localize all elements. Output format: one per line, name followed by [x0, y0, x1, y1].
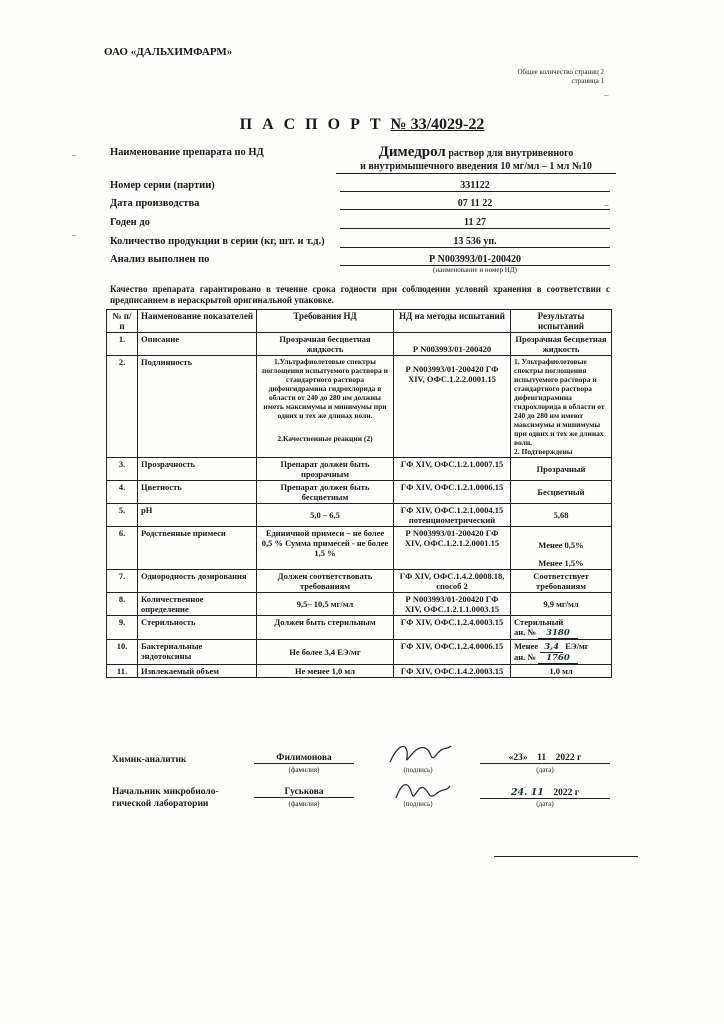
head-name-caption: (фамилия): [288, 800, 320, 808]
row-res: Бесцветный: [511, 481, 612, 504]
analysis-no-label: ан. №: [514, 627, 536, 637]
row-req: [257, 356, 394, 458]
row-name: Извлекаемый объем: [138, 665, 257, 678]
head-label-line-1: Начальник микробиоло-: [112, 787, 219, 797]
row-req: Должен соответствовать требованиям: [257, 570, 394, 593]
row-nd: ГФ XIV, ОФС.1.4.2.0003.15: [394, 665, 511, 678]
row-res: 1,0 мл: [511, 665, 612, 678]
row-name: Прозрачность: [138, 458, 257, 481]
table-row: [107, 616, 612, 640]
drug-desc-1: раствор для внутривенного: [448, 148, 574, 159]
margin-mark: –: [72, 150, 77, 160]
total-pages: Общее количество страниц 2: [517, 68, 604, 76]
row-name: Количественное определение: [138, 593, 257, 616]
drug-label: Наименование препарата по НД: [110, 147, 264, 158]
row-no: 2.: [107, 356, 138, 458]
row-res: 5,68: [511, 504, 612, 527]
date-year: 2022 г: [555, 753, 582, 763]
chemist-label: Химик-аналитик: [112, 755, 187, 765]
row-res: 9,9 мг/мл: [511, 593, 612, 616]
row-no: 5.: [107, 504, 138, 527]
result-prefix: Менее: [514, 641, 539, 651]
row-name: Родственные примеси: [138, 527, 257, 570]
row-name: Стерильность: [138, 616, 257, 640]
date-year: 2022 г: [553, 788, 580, 798]
row-res-main: 1. Ультрафиолетовые спектры поглощения испытуемого раствора и стандартного раствора дифенгидрамина гидрохлорида в области от 240 до 280 нм имеют максимумы и минимумы при одних и тех же длинах волн.: [514, 357, 605, 447]
row-no: 9.: [107, 616, 138, 640]
row-req: Препарат должен быть бесцветным: [257, 481, 394, 504]
head-label: [112, 786, 219, 810]
head-date: [480, 787, 610, 799]
row-res-main: [514, 641, 608, 652]
test-results-table: [106, 309, 612, 678]
qty-value: 13 536 уп.: [340, 236, 610, 248]
row-res: Соответствует требованиям: [511, 570, 612, 593]
analysis-label: Анализ выполнен по: [110, 254, 210, 265]
row-res: [511, 356, 612, 458]
chemist-signature: [385, 738, 455, 768]
qty-label: Количество продукции в серии (кг, шт. и т.д.): [110, 236, 325, 247]
head-signature: [392, 776, 452, 804]
row-nd: ГФ XIV, ОФС.1.4.2.0008.18, способ 2: [394, 570, 511, 593]
result-unit: ЕЭ/мг: [565, 641, 589, 651]
table-row: [107, 458, 612, 481]
row-no: 6.: [107, 527, 138, 570]
row-no: 7.: [107, 570, 138, 593]
row-res-main: Менее 0,5%: [538, 540, 584, 550]
table-row: [107, 333, 612, 356]
head-date-caption: (дата): [536, 800, 554, 808]
row-nd: Р N003993/01-200420 ГФ XIV, ОФС.1.2.2.0001.15: [394, 356, 511, 458]
margin-mark: –: [604, 90, 609, 100]
row-req-main: 1.Ультрафиолетовые спектры поглощения испытуемого раствора и стандартного раствора дифенгидрамина гидрохлорида в области от 240 до 280 нм должны иметь максимумы и минимумы при одних и тех же длинах волн.: [262, 357, 388, 420]
table-header-row: [107, 310, 612, 333]
row-req: 9,5– 10,5 мг/мл: [257, 593, 394, 616]
table-row: [107, 640, 612, 665]
handwritten-analysis-no: 3180: [538, 628, 578, 639]
series-label: Номер серии (партии): [110, 180, 215, 191]
row-nd: ГФ XIV, ОФС.1.2.4.0003.15: [394, 616, 511, 640]
header-requirements: Требования НД: [257, 310, 394, 333]
row-res-2: Менее 1,5%: [538, 558, 584, 568]
row-name: pH: [138, 504, 257, 527]
row-no: 3.: [107, 458, 138, 481]
row-nd: Р N003993/01-200420 ГФ XIV, ОФС.1.2.1.2.0001.15: [394, 527, 511, 570]
row-res-2: 2. Подтверждены: [514, 447, 573, 456]
analysis-no-label: ан. №: [514, 652, 536, 662]
chemist-name-caption: (фамилия): [288, 766, 320, 774]
row-no: 10.: [107, 640, 138, 665]
title-prefix: П А С П О Р Т: [239, 116, 384, 133]
row-nd: ГФ XIV, ОФС.1.2.4.0006.15: [394, 640, 511, 665]
head-name: Гуськова: [254, 787, 354, 798]
page-title: [0, 116, 724, 134]
page-count: [518, 68, 605, 86]
table-row: [107, 593, 612, 616]
header-no: № п/п: [107, 310, 138, 333]
row-res: [511, 640, 612, 665]
row-res: [511, 616, 612, 640]
drug-name-block: [336, 146, 616, 174]
head-label-line-2: гической лаборатории: [112, 799, 209, 809]
company-name: ОАО «ДАЛЬХИМФАРМ»: [104, 46, 233, 58]
chemist-date-caption: (дата): [536, 766, 554, 774]
quality-statement: Качество препарата гарантировано в течение срока годности при соблюдении условий хранения в соответствии с предписанием в нераскрытой оригинальной упаковке.: [110, 284, 610, 305]
row-no: 8.: [107, 593, 138, 616]
row-req: Должен быть стерильным: [257, 616, 394, 640]
handwritten-date: 24. 11: [510, 787, 544, 798]
chemist-date: [480, 753, 610, 764]
row-nd: ГФ XIV, ОФС.1.2.1.0006.15: [394, 481, 511, 504]
date-month: 11: [537, 753, 547, 763]
row-name: Подлинность: [138, 356, 257, 458]
row-req: Единичной примеси – не более 0,5 % Сумма примесей - не более 1,5 %: [257, 527, 394, 570]
prod-date-value: 07 11 22: [340, 198, 610, 210]
row-res-2: [514, 627, 608, 638]
divider-line: [494, 856, 638, 857]
row-nd: Р N003993/01-200420 ГФ XIV, ОФС.1.2.1.1.0003.15: [394, 593, 511, 616]
passport-number: № 33/4029-22: [390, 116, 485, 133]
row-req: Не более 3,4 ЕЭ/мг: [257, 640, 394, 665]
series-value: 331122: [340, 180, 610, 192]
drug-name: Димедрол: [378, 144, 446, 160]
row-res: Прозрачная бесцветная жидкость: [511, 333, 612, 356]
date-day: «23»: [508, 753, 528, 763]
row-name: Однородность дозирования: [138, 570, 257, 593]
row-nd: Р N003993/01-200420: [394, 333, 511, 356]
row-req-2: 2.Качественные реакции (2): [277, 434, 373, 443]
prod-date-label: Дата производства: [110, 198, 200, 209]
row-name: Цветность: [138, 481, 257, 504]
row-req: 5,0 – 6,5: [257, 504, 394, 527]
expiry-label: Годен до: [110, 217, 150, 228]
row-no: 1.: [107, 333, 138, 356]
handwritten-analysis-no: 1760: [538, 653, 578, 664]
row-nd: ГФ XIV, ОФС.1.2.1.0004.15 потенциометрический: [394, 504, 511, 527]
row-name: Описание: [138, 333, 257, 356]
analysis-note: (наименование и номер НД): [433, 266, 517, 274]
row-req: Прозрачная бесцветная жидкость: [257, 333, 394, 356]
chemist-name: Филимонова: [254, 753, 354, 764]
table-row: [107, 527, 612, 570]
drug-desc-2: и внутримышечного введения 10 мг/мл – 1 мл №10: [336, 160, 616, 174]
table-row: [107, 665, 612, 678]
expiry-value: 11 27: [340, 217, 610, 229]
page-number: страница 1: [571, 77, 604, 85]
chemist-signature-caption: (подпись): [403, 766, 433, 774]
row-nd: ГФ XIV, ОФС.1.2.1.0007.15: [394, 458, 511, 481]
table-row: [107, 356, 612, 458]
row-req: Не менее 1,0 мл: [257, 665, 394, 678]
head-signature-caption: (подпись): [403, 800, 433, 808]
row-name: Бактериальные эндотоксины: [138, 640, 257, 665]
row-req: Препарат должен быть прозрачным: [257, 458, 394, 481]
table-row: [107, 481, 612, 504]
header-results: Результаты испытаний: [511, 310, 612, 333]
row-res: Прозрачный: [511, 458, 612, 481]
table-row: [107, 504, 612, 527]
header-name: Наименование показателей: [138, 310, 257, 333]
row-no: 11.: [107, 665, 138, 678]
handwritten-value: 3,4: [540, 642, 563, 653]
margin-mark: –: [72, 230, 77, 240]
header-methods: НД на методы испытаний: [394, 310, 511, 333]
table-row: [107, 570, 612, 593]
row-no: 4.: [107, 481, 138, 504]
row-res-2: [514, 652, 608, 663]
row-res: [511, 527, 612, 570]
margin-mark: –: [604, 200, 609, 210]
row-res-main: Стерильный: [514, 617, 564, 627]
analysis-value: Р N003993/01-200420: [340, 254, 610, 266]
